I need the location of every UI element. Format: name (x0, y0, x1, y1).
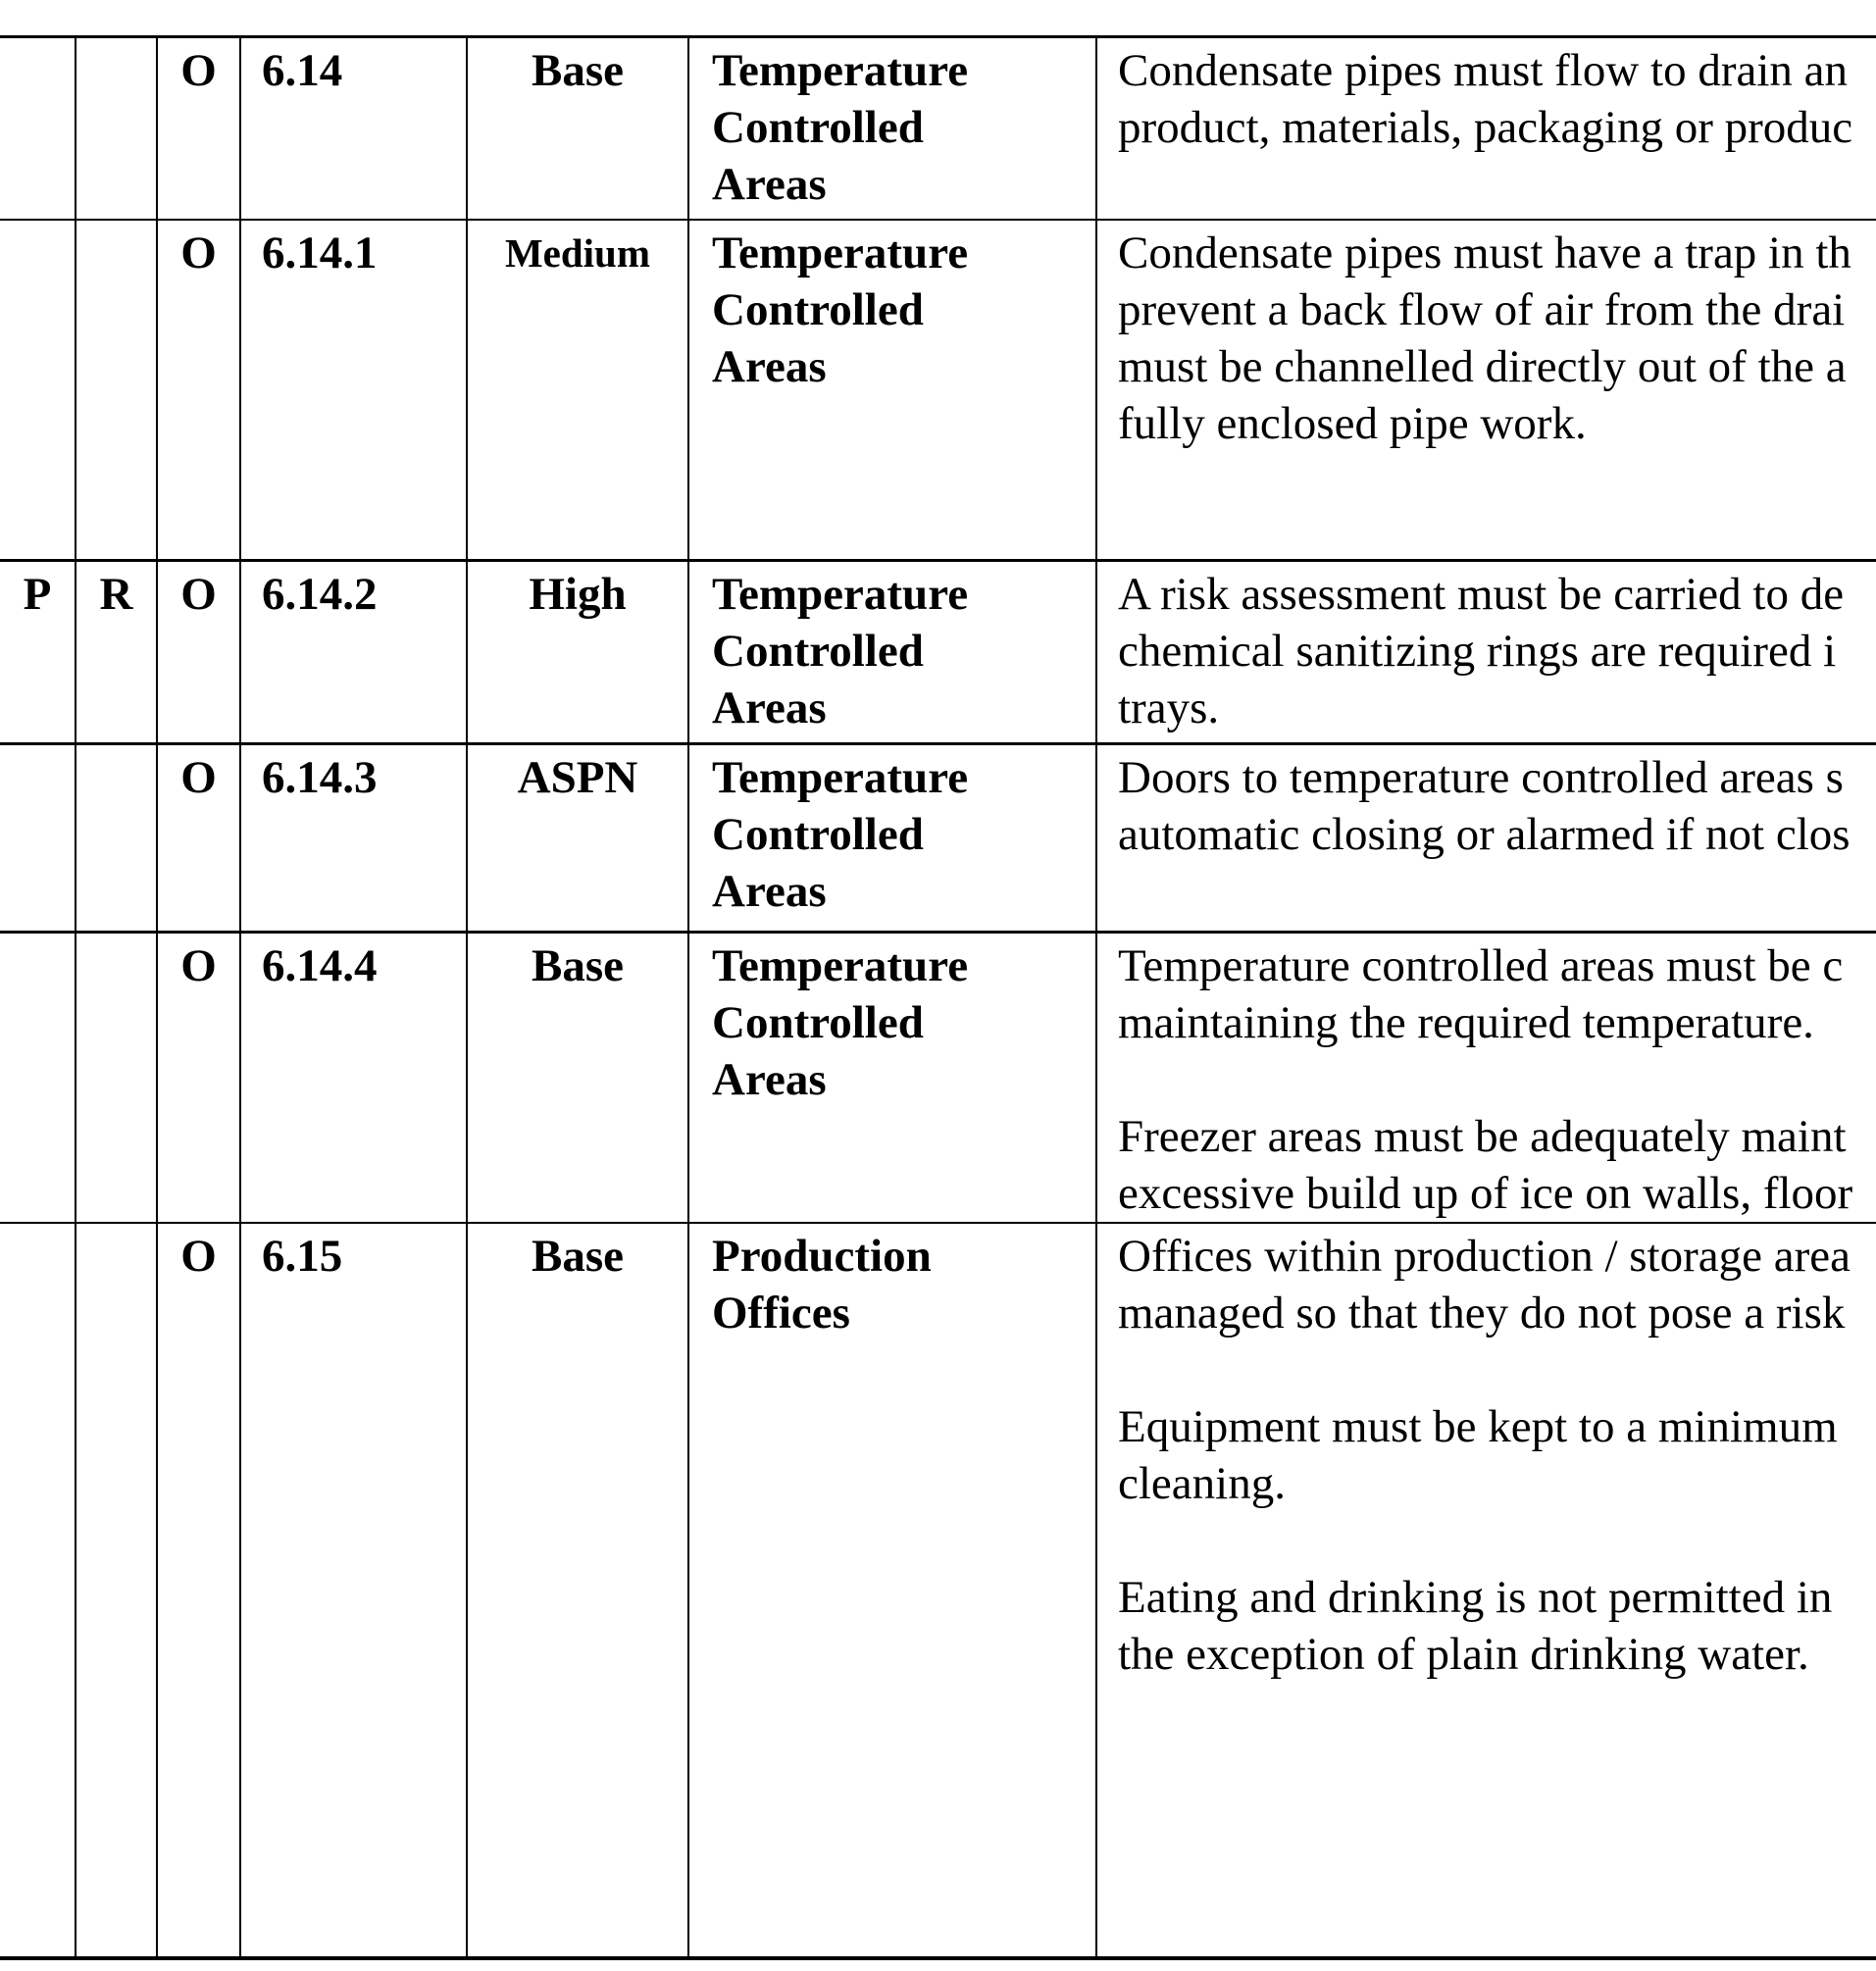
category-line: Controlled (712, 102, 924, 153)
level-cell: ASPN (467, 744, 688, 933)
description-line: the exception of plain drinking water. (1118, 1629, 1809, 1680)
table-row (0, 933, 1876, 1224)
category-cell (688, 220, 1096, 561)
category-line: Temperature (712, 45, 969, 96)
description-line: A risk assessment must be carried to de (1118, 569, 1845, 620)
o-cell: O (157, 561, 240, 744)
category-cell (688, 561, 1096, 744)
clause-number-cell: 6.14.2 (240, 561, 467, 744)
clause-number-cell: 6.15 (240, 1223, 467, 1958)
table-row (0, 220, 1876, 561)
level-cell: Base (467, 37, 688, 220)
description-line: must be channelled directly out of the a (1118, 340, 1847, 392)
level-cell: Base (467, 933, 688, 1224)
description-cell (1096, 1223, 1876, 1958)
o-cell: O (157, 37, 240, 220)
o-cell: O (157, 744, 240, 933)
category-line: Areas (712, 159, 827, 210)
clause-number-cell: 6.14.4 (240, 933, 467, 1224)
category-line: Controlled (712, 997, 924, 1048)
category-line: Temperature (712, 569, 969, 620)
category-cell (688, 933, 1096, 1224)
requirements-table-body (0, 37, 1876, 1959)
description-cell (1096, 933, 1876, 1224)
category-line: Temperature (712, 227, 969, 278)
o-cell: O (157, 220, 240, 561)
table-row (0, 744, 1876, 933)
description-line: fully enclosed pipe work. (1118, 397, 1587, 449)
p-cell (0, 1223, 76, 1958)
description-line: cleaning. (1118, 1458, 1286, 1509)
description-cell (1096, 220, 1876, 561)
description-line: excessive build up of ice on walls, floor (1118, 1168, 1853, 1219)
r-cell: R (76, 561, 157, 744)
paragraph-gap (1118, 1051, 1876, 1108)
category-cell (688, 37, 1096, 220)
description-line: prevent a back flow of air from the drai (1118, 283, 1846, 335)
description-line: Offices within production / storage area (1118, 1231, 1851, 1282)
description-line: Doors to temperature controlled areas s (1118, 752, 1844, 803)
description-cell (1096, 37, 1876, 220)
r-cell (76, 220, 157, 561)
r-cell (76, 1223, 157, 1958)
table-row (0, 1223, 1876, 1958)
description-cell (1096, 561, 1876, 744)
clause-number-cell: 6.14 (240, 37, 467, 220)
table-row (0, 37, 1876, 220)
description-line: chemical sanitizing rings are required i (1118, 626, 1837, 677)
description-line: automatic closing or alarmed if not clos (1118, 809, 1851, 860)
clause-number-cell: 6.14.3 (240, 744, 467, 933)
description-line: Equipment must be kept to a minimum (1118, 1401, 1838, 1452)
description-line: Eating and drinking is not permitted in (1118, 1572, 1833, 1623)
description-line: Condensate pipes must flow to drain an (1118, 45, 1849, 96)
level-cell: Base (467, 1223, 688, 1958)
o-cell: O (157, 933, 240, 1224)
p-cell (0, 37, 76, 220)
category-line: Controlled (712, 283, 924, 335)
category-cell (688, 744, 1096, 933)
o-cell: O (157, 1223, 240, 1958)
description-line: product, materials, packaging or produc (1118, 102, 1853, 153)
description-cell (1096, 744, 1876, 933)
category-line: Areas (712, 866, 827, 917)
requirements-table (0, 35, 1876, 1960)
r-cell (76, 37, 157, 220)
category-line: Areas (712, 1054, 827, 1105)
description-line: Temperature controlled areas must be c (1118, 940, 1844, 991)
r-cell (76, 744, 157, 933)
level-cell: Medium (467, 220, 688, 561)
category-line: Production (712, 1231, 932, 1282)
p-cell: P (0, 561, 76, 744)
description-line: Condensate pipes must have a trap in th (1118, 227, 1851, 278)
paragraph-gap (1118, 1341, 1876, 1398)
level-cell: High (467, 561, 688, 744)
category-line: Temperature (712, 752, 969, 803)
category-line: Offices (712, 1288, 850, 1339)
p-cell (0, 744, 76, 933)
clause-number-cell: 6.14.1 (240, 220, 467, 561)
p-cell (0, 220, 76, 561)
category-cell (688, 1223, 1096, 1958)
category-line: Controlled (712, 809, 924, 860)
category-line: Controlled (712, 626, 924, 677)
description-line: managed so that they do not pose a risk (1118, 1288, 1846, 1339)
description-line: trays. (1118, 682, 1220, 733)
r-cell (76, 933, 157, 1224)
category-line: Temperature (712, 940, 969, 991)
category-line: Areas (712, 682, 827, 733)
paragraph-gap (1118, 1512, 1876, 1569)
table-row (0, 561, 1876, 744)
p-cell (0, 933, 76, 1224)
description-line: Freezer areas must be adequately maint (1118, 1111, 1847, 1162)
category-line: Areas (712, 340, 827, 392)
description-line: maintaining the required temperature. (1118, 997, 1814, 1048)
